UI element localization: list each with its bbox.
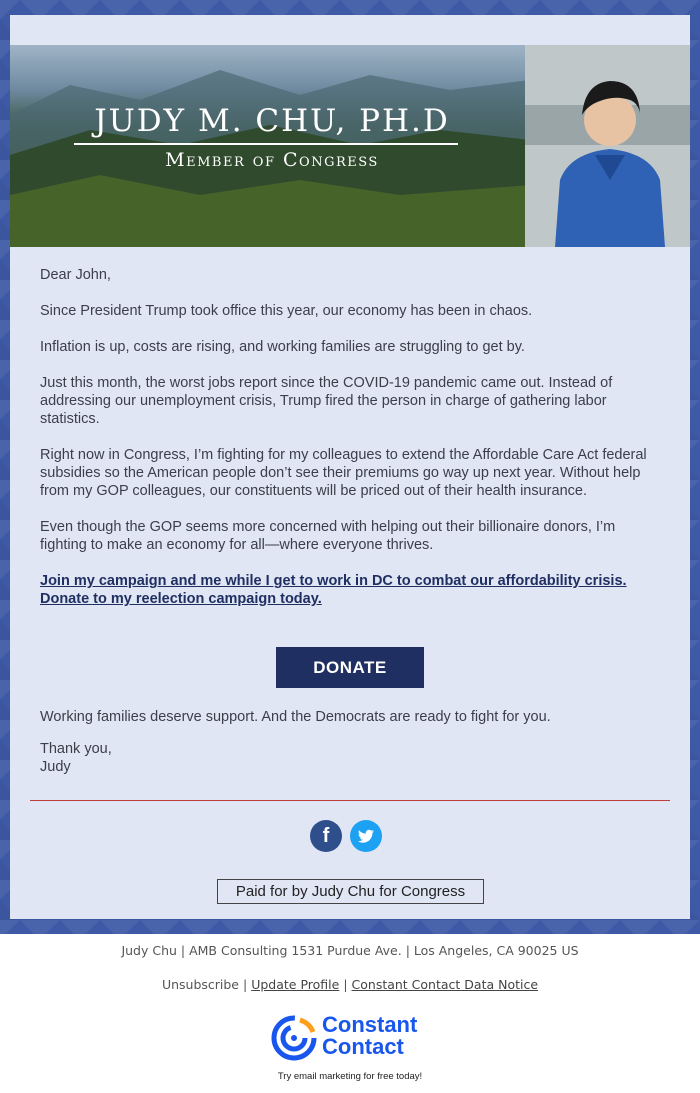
email-card xyxy=(10,15,690,919)
paragraph-5: Even though the GOP seems more concerned with helping out their billionaire donors, I’m fighting to make an economy for all—where everyone thrives. xyxy=(40,519,616,553)
unsubscribe-link[interactable]: Unsubscribe xyxy=(161,977,240,992)
twitter-icon[interactable] xyxy=(350,820,382,852)
footer-address: Judy Chu | AMB Consulting 1531 Purdue Ave. | Los Angeles, CA 90025 US xyxy=(121,943,579,958)
cta-link-join[interactable]: Join my campaign and me while I get to work in DC to combat our affordability crisis. xyxy=(40,573,627,589)
footer-separator: | xyxy=(243,977,248,992)
brand-line-1: Constant xyxy=(322,1012,418,1037)
divider xyxy=(30,800,670,801)
data-notice-link[interactable]: Constant Contact Data Notice xyxy=(351,977,539,992)
letter-closing xyxy=(40,708,660,790)
constant-contact-wordmark xyxy=(322,1014,417,1058)
paragraph-4: Right now in Congress, I’m fighting for my colleagues to extend the Affordable Care Act federal subsidies so the American people don’t see their premiums go way up next year. Without help from my GOP colleagues, our constituents will be priced out of their health insurance. xyxy=(40,447,647,499)
header-subtitle: Member of Congress xyxy=(165,149,379,171)
paragraph-3: Just this month, the worst jobs report since the COVID-19 pandemic came out. Instead of addressing our unemployment crisis, Trump fired the person in charge of gathering labor statistics. xyxy=(40,375,613,427)
footer-links xyxy=(0,977,700,992)
paid-for-disclaimer: Paid for by Judy Chu for Congress xyxy=(217,879,484,904)
header-rule xyxy=(74,143,458,145)
update-profile-link[interactable]: Update Profile xyxy=(251,977,340,992)
signoff-block xyxy=(40,740,660,776)
twitter-bird-icon xyxy=(350,820,382,852)
cta-block xyxy=(40,572,660,608)
paragraph-2: Inflation is up, costs are rising, and working families are struggling to get by. xyxy=(40,339,525,355)
constant-contact-tagline[interactable]: Try email marketing for free today! xyxy=(277,1071,423,1082)
signoff: Thank you, xyxy=(40,741,112,757)
constant-contact-logo[interactable] xyxy=(270,1014,435,1062)
cta-link-donate[interactable]: Donate to my reelection campaign today. xyxy=(40,591,322,607)
header-banner xyxy=(10,45,690,247)
donate-button[interactable]: DONATE xyxy=(276,647,424,688)
header-title: JUDY M. CHU, PH.D xyxy=(94,103,450,139)
facebook-icon[interactable]: f xyxy=(310,820,342,852)
closing-paragraph: Working families deserve support. And the Democrats are ready to fight for you. xyxy=(40,709,551,725)
footer-separator: | xyxy=(343,977,348,992)
greeting: Dear John, xyxy=(40,267,111,283)
brand-line-2: Contact xyxy=(322,1034,404,1059)
paragraph-1: Since President Trump took office this year, our economy has been in chaos. xyxy=(40,303,533,319)
signature: Judy xyxy=(40,759,71,775)
letter-body xyxy=(40,266,660,626)
mountain-landscape-image xyxy=(10,45,690,247)
constant-contact-icon xyxy=(270,1014,318,1062)
